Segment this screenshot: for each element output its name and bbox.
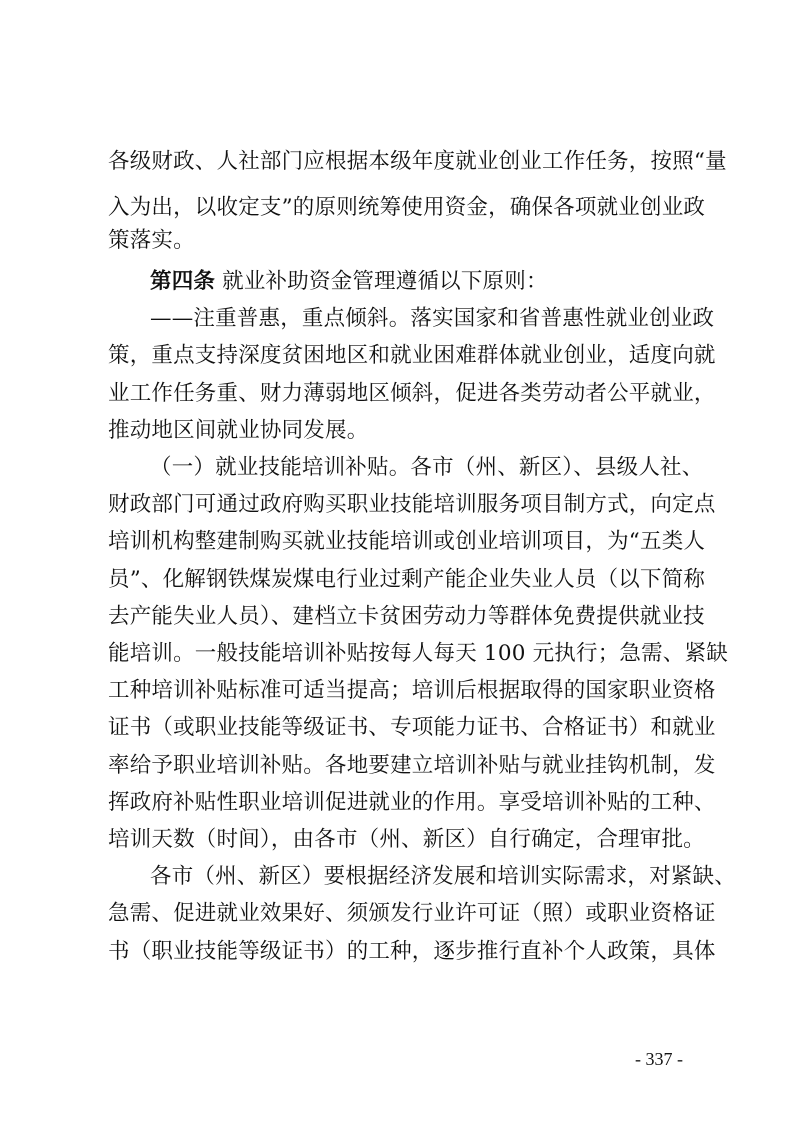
paragraph-line: 培训天数（时间），由各市（州、新区）自行确定，合理审批。 xyxy=(108,827,705,852)
paragraph-line: （一）就业技能培训补贴。各市（州、新区）、县级人社、 xyxy=(150,455,704,480)
paragraph-line: 财政部门可通过政府购买职业技能培训服务项目制方式，向定点 xyxy=(108,492,716,517)
paragraph-line: 培训机构整建制购买就业技能培训或创业培训项目，为“五类人 xyxy=(108,529,706,554)
paragraph-line: 各市（州、新区）要根据经济发展和培训实际需求，对紧缺、 xyxy=(150,864,736,889)
paragraph-line: ——注重普惠，重点倾斜。落实国家和省普惠性就业创业政 xyxy=(150,306,715,331)
paragraph-line: 策，重点支持深度贫困地区和就业困难群体就业创业，适度向就 xyxy=(108,343,716,368)
paragraph-line: 书（职业技能等级证书）的工种，逐步推行直补个人政策，具体 xyxy=(108,939,716,964)
paragraph-line: 证书（或职业技能等级证书、专项能力证书、合格证书）和就业 xyxy=(108,715,716,740)
paragraph-line: 策落实。 xyxy=(108,228,195,253)
paragraph-line: 能培训。一般技能培训补贴按每人每天 100 元执行；急需、紧缺 xyxy=(108,641,728,666)
paragraph-line: 去产能失业人员）、建档立卡贫困劳动力等群体免费提供就业技 xyxy=(108,604,705,629)
paragraph-line: 挥政府补贴性职业培训促进就业的作用。享受培训补贴的工种、 xyxy=(108,790,716,815)
paragraph-line: 率给予职业培训补贴。各地要建立培训补贴与就业挂钩机制，发 xyxy=(108,753,716,778)
page-number: - 337 - xyxy=(635,1049,683,1069)
paragraph-line: 推动地区间就业协同发展。 xyxy=(108,418,369,443)
article-heading-line xyxy=(150,268,688,296)
paragraph-line: 入为出，以收定支”的原则统筹使用资金，确保各项就业创业政 xyxy=(108,195,706,220)
article-text: 就业补助资金管理遵循以下原则： xyxy=(222,269,548,294)
paragraph-line: 员”、化解钢铁煤炭煤电行业过剩产能企业失业人员（以下简称 xyxy=(108,567,706,592)
article-label: 第四条 xyxy=(150,269,216,294)
paragraph-line: 业工作任务重、财力薄弱地区倾斜，促进各类劳动者公平就业， xyxy=(108,381,716,406)
paragraph-line: 急需、促进就业效果好、须颁发行业许可证（照）或职业资格证 xyxy=(108,901,716,926)
paragraph-line: 工种培训补贴标准可适当提高；培训后根据取得的国家职业资格 xyxy=(108,678,716,703)
paragraph-line: 各级财政、人社部门应根据本级年度就业创业工作任务，按照“量 xyxy=(108,149,727,174)
